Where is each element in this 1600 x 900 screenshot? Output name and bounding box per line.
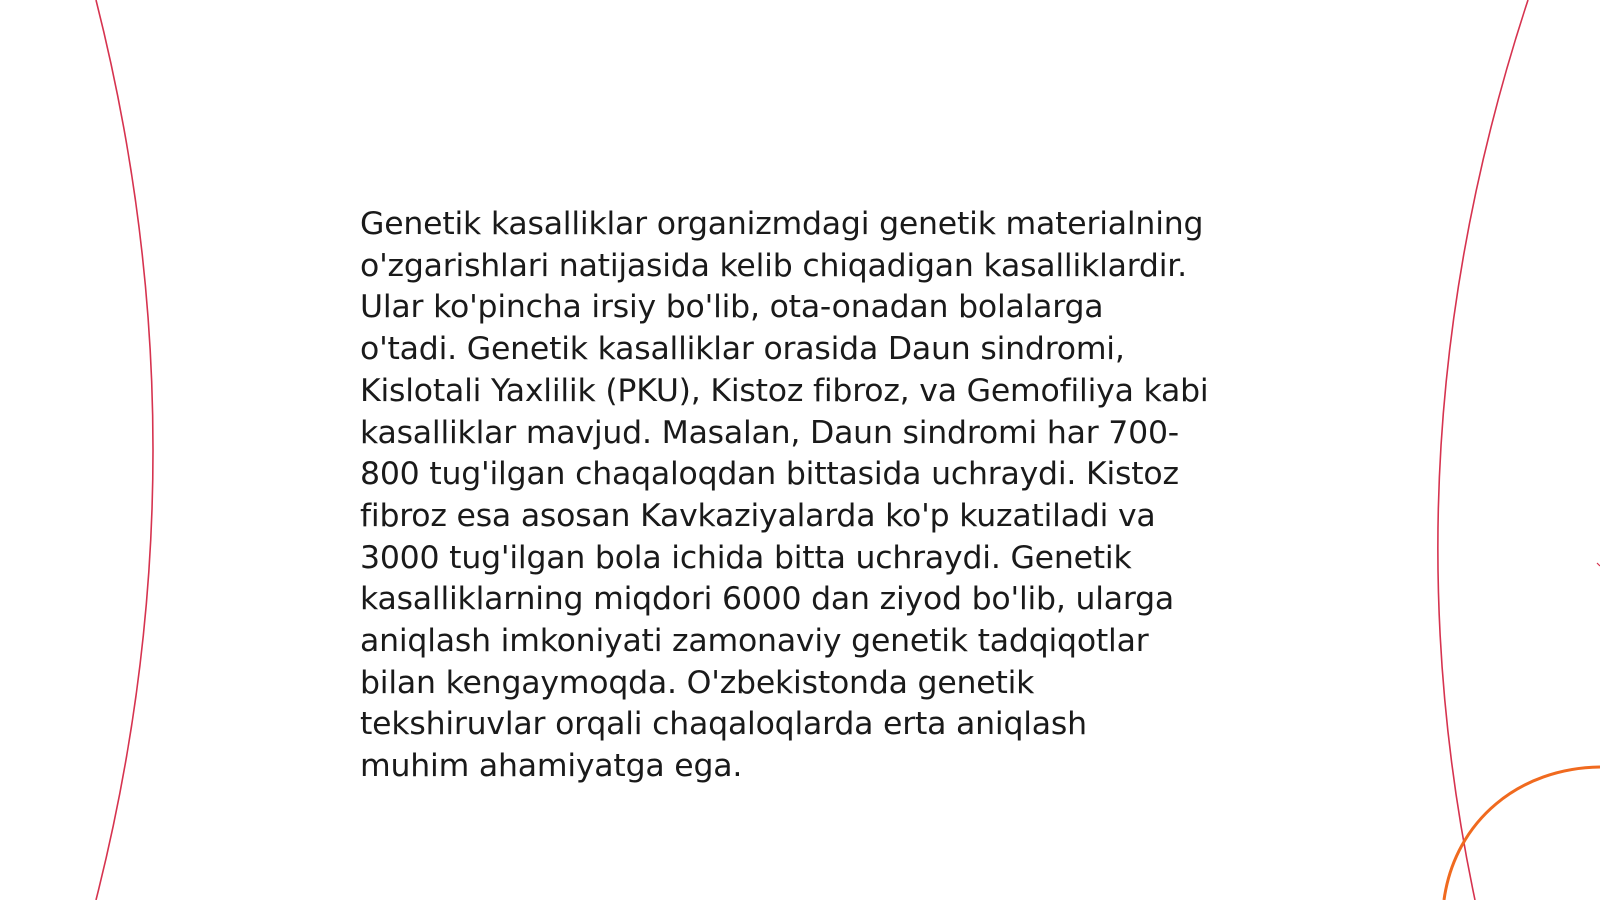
- paragraph-line: 3000 tug'ilgan bola ichida bitta uchraydi. Genetik: [360, 539, 1132, 576]
- paragraph-line: 800 tug'ilgan chaqaloqdan bittasida uchraydi. Kistoz: [360, 456, 1179, 493]
- paragraph-line: fibroz esa asosan Kavkaziyalarda ko'p kuzatiladi va: [360, 497, 1156, 534]
- orange-circle-arc: [1444, 767, 1600, 900]
- paragraph-line: kasalliklarning miqdori 6000 dan ziyod bo'lib, ularga: [360, 581, 1174, 618]
- paragraph-line: o'tadi. Genetik kasalliklar orasida Daun sindromi,: [360, 331, 1125, 368]
- paragraph-line: Kislotali Yaxlilik (PKU), Kistoz fibroz, va Gemofiliya kabi: [360, 372, 1209, 409]
- right-curve-line: [1438, 0, 1528, 900]
- paragraph-line: kasalliklar mavjud. Masalan, Daun sindromi har 700-: [360, 414, 1179, 451]
- paragraph-line: muhim ahamiyatga ega.: [360, 748, 743, 785]
- paragraph-line: tekshiruvlar orqali chaqaloqlarda erta aniqlash: [360, 706, 1087, 743]
- paragraph-line: Genetik kasalliklar organizmdagi genetik materialning: [360, 206, 1204, 242]
- paragraph-line: bilan kengaymoqda. O'zbekistonda genetik: [360, 664, 1035, 701]
- left-curve-line: [96, 0, 153, 900]
- body-paragraph: [360, 204, 1260, 788]
- paragraph-line: o'zgarishlari natijasida kelib chiqadigan kasalliklardir.: [360, 247, 1187, 284]
- paragraph-line: Ular ko'pincha irsiy bo'lib, ota-onadan bolalarga: [360, 289, 1104, 326]
- paragraph-line: aniqlash imkoniyati zamonaviy genetik tadqiqotlar: [360, 623, 1149, 660]
